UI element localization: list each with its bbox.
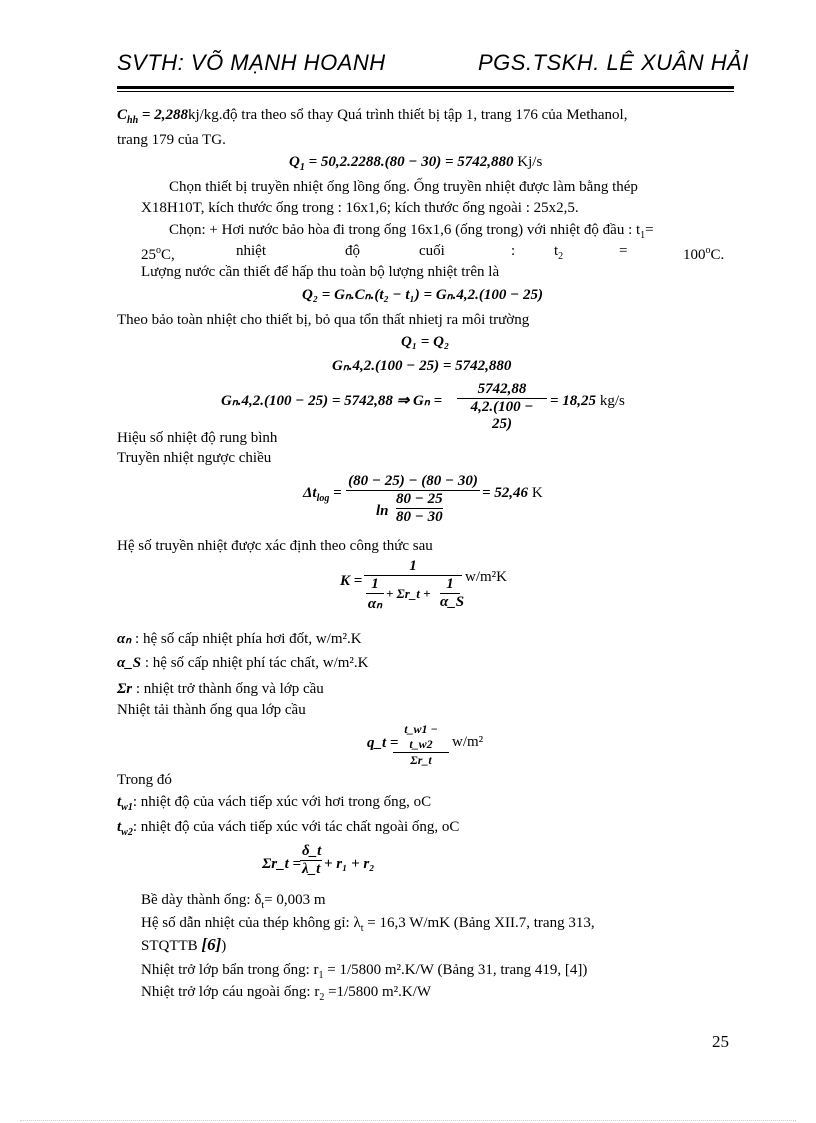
dt-subscript: log bbox=[316, 493, 330, 504]
def-symbol: α_S bbox=[117, 655, 142, 671]
k-den-mid: + Σr_t + bbox=[386, 586, 431, 601]
eq-q1-symbol: Q bbox=[289, 154, 300, 170]
ln-denominator: 80 − 30 bbox=[396, 509, 443, 525]
degree: o bbox=[705, 245, 711, 256]
fraction-numerator: t_w1 − t_w2 bbox=[393, 722, 449, 753]
paragraph-line: Chọn thiết bị truyền nhiệt ống lồng ống. Ống truyền nhiệt được làm bằng thép bbox=[169, 179, 638, 195]
paragraph-line: Nhiệt tải thành ống qua lớp cầu bbox=[117, 702, 306, 718]
text: = 16,3 W/mK (Bảng XII.7, trang 313, bbox=[363, 915, 595, 931]
definition-line bbox=[117, 818, 459, 842]
equation-r-fraction bbox=[300, 843, 322, 878]
equation-q-unit: w/m² bbox=[452, 734, 484, 750]
fraction-denominator: Σr_t bbox=[410, 753, 432, 767]
page-number: 25 bbox=[712, 1032, 729, 1051]
equation-k-left: K = bbox=[340, 573, 363, 589]
def-sub: w2 bbox=[121, 827, 133, 838]
paragraph-line: Hiệu số nhiệt độ rung bình bbox=[117, 430, 278, 446]
equation-q2: Q₂ = Gₙ.Cₙ.(t₂ − t₁) = Gₙ.4,2.(100 − 25) bbox=[302, 287, 543, 303]
text: = 0,003 m bbox=[264, 892, 326, 908]
cp-value: = 2,288 bbox=[138, 107, 188, 123]
def-sub: w1 bbox=[121, 802, 133, 813]
equation-gn-result bbox=[550, 392, 625, 410]
choice-end: = bbox=[645, 222, 654, 238]
ln-fraction bbox=[396, 491, 443, 526]
justified-word: = bbox=[619, 243, 628, 259]
equation-dt-left bbox=[303, 484, 342, 508]
equation-dt-fraction bbox=[346, 473, 480, 531]
eq-q1-sub: 1 bbox=[299, 162, 305, 173]
justified-word: cuối bbox=[419, 243, 445, 259]
equation-q-fraction bbox=[393, 722, 449, 768]
text-sub: 2 bbox=[319, 992, 325, 1003]
equation-gn-fraction bbox=[457, 381, 547, 433]
text: Bề dày thành ống: δ bbox=[141, 892, 262, 908]
def-symbol: t bbox=[117, 794, 122, 810]
paragraph-line bbox=[141, 983, 431, 1007]
equation-gn: Gₙ.4,2.(100 − 25) = 5742,880 bbox=[332, 358, 512, 374]
word: C. bbox=[710, 247, 725, 263]
word: 25 bbox=[141, 247, 156, 263]
reference: [6] bbox=[201, 935, 222, 954]
text: ) bbox=[221, 938, 227, 954]
paragraph-line bbox=[141, 936, 226, 955]
paragraph-line: Truyền nhiệt ngược chiều bbox=[117, 450, 272, 466]
page-bottom-border bbox=[20, 1120, 796, 1121]
k-b-num: 1 bbox=[440, 576, 460, 594]
k-b-den: α_S bbox=[440, 594, 465, 610]
equation-k-fraction bbox=[364, 558, 465, 616]
definition-line bbox=[117, 630, 362, 648]
word: t bbox=[554, 243, 559, 259]
fraction-denominator bbox=[346, 491, 480, 531]
def-symbol: Σr bbox=[117, 681, 133, 697]
text: = 1/5800 m².K/W (Bảng 31, trang 419, [4]) bbox=[323, 962, 588, 978]
text: Hệ số dẫn nhiệt của thép không gỉ: λ bbox=[141, 915, 361, 931]
def-symbol: t bbox=[117, 819, 122, 835]
cp-subscript: hh bbox=[127, 115, 139, 126]
degree: o bbox=[156, 245, 161, 256]
paragraph-line: Hệ số truyền nhiệt được xác định theo công thức sau bbox=[117, 538, 433, 554]
choice-text: Chọn: + Hơi nước bảo hòa đi trong ống 16x1,6 (ống trong) với nhiệt độ đầu : t bbox=[169, 222, 641, 238]
k-a-num: 1 bbox=[366, 576, 384, 594]
fraction-denominator: 4,2.(100 − 25) bbox=[470, 399, 534, 432]
equation-r-left: Σr_t = bbox=[262, 856, 302, 872]
fraction-denominator: λ_t bbox=[302, 861, 321, 877]
header-supervisor: PGS.TSKH. LÊ XUÂN HẢI bbox=[478, 50, 749, 75]
equation-dt-result bbox=[482, 484, 543, 502]
def-text: : nhiệt độ của vách tiếp xúc với hơi trong ống, oC bbox=[132, 794, 432, 810]
def-text: : hệ số cấp nhiệt phía hơi đốt, w/m².K bbox=[131, 631, 362, 647]
justified-word: độ bbox=[345, 243, 360, 259]
cp-symbol: C bbox=[117, 107, 128, 123]
justified-word bbox=[683, 242, 724, 264]
k-a-den: αₙ bbox=[367, 596, 383, 612]
fraction-numerator: 1 bbox=[364, 558, 462, 576]
paragraph-line: Lượng nước cần thiết để hấp thu toàn bộ lượng nhiệt trên là bbox=[141, 264, 500, 280]
ln-label: ln bbox=[376, 503, 389, 519]
equation-q-left: q_t = bbox=[367, 735, 399, 751]
header-rule-thick bbox=[117, 86, 734, 89]
word: 100 bbox=[683, 247, 706, 263]
paragraph-line: X18H10T, kích thước ống trong : 16x1,6; kích thước ống ngoài : 25x2,5. bbox=[141, 200, 579, 216]
text-sub: t bbox=[360, 923, 364, 934]
word-sub: 2 bbox=[558, 251, 564, 262]
fraction-numerator: 5742,88 bbox=[457, 381, 547, 399]
cp-text: kj/kg.độ tra theo sổ thay Quá trình thiết bị tập 1, trang 176 của Methanol, bbox=[187, 107, 628, 123]
cp-line bbox=[117, 106, 627, 130]
def-text: : hệ số cấp nhiệt phí tác chất, w/m².K bbox=[141, 655, 369, 671]
justified-word: nhiệt bbox=[236, 243, 266, 259]
paragraph-line: Trong đó bbox=[117, 772, 172, 788]
equation-r-rest: + r₁ + r₂ bbox=[324, 856, 375, 872]
fraction-numerator: (80 − 25) − (80 − 30) bbox=[346, 473, 480, 491]
dt-result: = 52,46 bbox=[482, 485, 529, 501]
text-line: trang 179 của TG. bbox=[117, 132, 226, 148]
fraction-numerator: δ_t bbox=[302, 843, 322, 859]
k-den-frac-b bbox=[440, 576, 465, 611]
ln-numerator: 80 − 25 bbox=[396, 491, 443, 507]
paragraph-line: Theo bảo toàn nhiệt cho thiết bị, bỏ qua tổn thất nhietj ra môi trường bbox=[117, 312, 530, 328]
text: Nhiệt trở lớp bẩn trong ống: r bbox=[141, 962, 319, 978]
word: C, bbox=[161, 247, 175, 263]
justified-word bbox=[141, 242, 175, 264]
text-sub: 1 bbox=[318, 970, 324, 981]
definition-line bbox=[117, 680, 324, 698]
equation-k-unit: w/m²K bbox=[465, 569, 507, 585]
fraction-denominator bbox=[364, 576, 465, 616]
result-unit: kg/s bbox=[596, 393, 625, 409]
paragraph-line bbox=[141, 891, 326, 915]
text: STQTTB bbox=[141, 938, 198, 954]
def-text: : nhiệt độ của vách tiếp xúc với tác chất ngoài ống, oC bbox=[132, 819, 460, 835]
dt-symbol: Δt bbox=[303, 485, 317, 501]
choice-sub: 1 bbox=[640, 230, 646, 241]
justified-word bbox=[554, 242, 563, 266]
header-author: SVTH: VÕ MẠNH HOANH bbox=[117, 50, 386, 75]
paragraph-line bbox=[141, 961, 587, 985]
text-sub: t bbox=[261, 900, 265, 911]
dt-equals: = bbox=[329, 485, 342, 501]
k-den-frac-a bbox=[366, 576, 384, 613]
equation-gn-solve-left: Gₙ.4,2.(100 − 25) = 5742,88 ⇒ Gₙ = bbox=[221, 393, 443, 409]
equation-q1 bbox=[289, 153, 542, 177]
text: Nhiệt trở lớp cáu ngoài ống: r bbox=[141, 984, 320, 1000]
equation-balance: Q₁ = Q₂ bbox=[401, 334, 450, 350]
eq-q1-unit: Kj/s bbox=[513, 154, 543, 170]
dt-unit: K bbox=[528, 485, 543, 501]
header-rule-thin bbox=[117, 91, 734, 92]
def-text: : nhiệt trở thành ống và lớp cầu bbox=[132, 681, 324, 697]
result-value: = 18,25 bbox=[550, 393, 597, 409]
definition-line bbox=[117, 793, 431, 817]
def-symbol: αₙ bbox=[117, 631, 132, 647]
text: =1/5800 m².K/W bbox=[324, 984, 432, 1000]
definition-line bbox=[117, 654, 369, 672]
eq-q1-body: = 50,2.2288.(80 − 30) = 5742,880 bbox=[304, 154, 514, 170]
justified-word: : bbox=[511, 243, 516, 259]
